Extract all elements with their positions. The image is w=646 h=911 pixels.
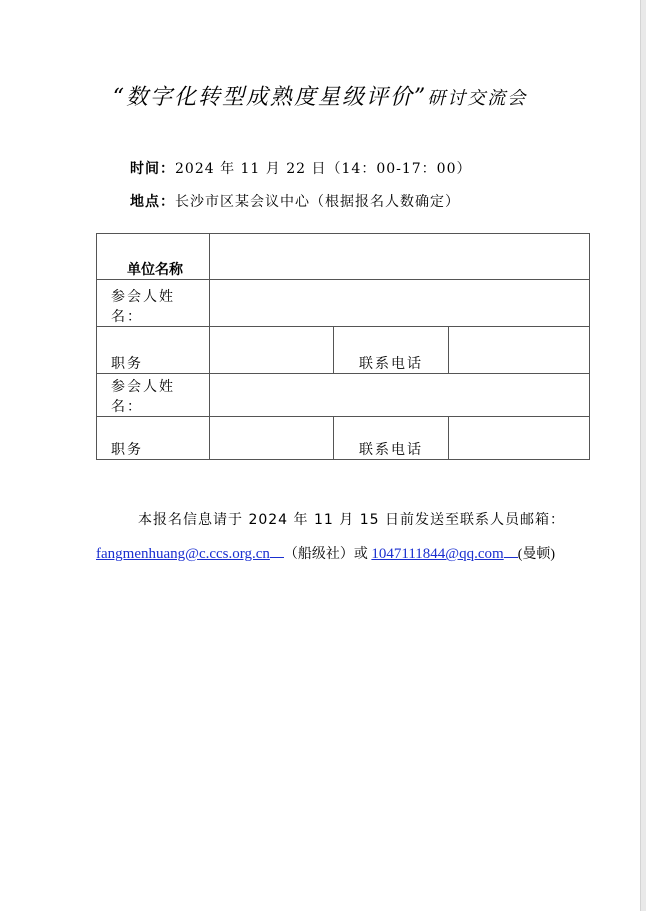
attendee-name-label: 参会人姓名： [97, 374, 210, 417]
location-value: 长沙市区某会议中心（根据报名人数确定） [175, 194, 460, 210]
email-link-1[interactable]: fangmenhuang@c.ccs.org.cn [96, 546, 270, 562]
contact-org-1: （船级社）或 [283, 547, 368, 562]
time-value: 2024 年 11 月 22 日（14：00-17：00） [175, 161, 472, 177]
table-row [97, 234, 590, 280]
phone-field[interactable] [449, 417, 590, 460]
registration-form-table [96, 233, 590, 460]
submission-note: 本报名信息请于 2024 年 11 月 15 日前发送至联系人员邮箱： [138, 512, 565, 528]
location-label: 地点： [130, 194, 175, 210]
table-row [97, 374, 590, 417]
link-underline-spacer [504, 545, 518, 558]
attendee-name-field[interactable] [210, 374, 590, 417]
position-label: 职务 [97, 417, 210, 460]
link-underline-spacer [270, 545, 284, 558]
phone-label: 联系电话 [334, 417, 449, 460]
time-line [130, 158, 472, 178]
table-row [97, 280, 590, 327]
title-main: “数字化转型成熟度星级评价” [112, 85, 428, 110]
table-row [97, 327, 590, 374]
position-field[interactable] [210, 327, 334, 374]
contact-line [96, 543, 555, 563]
attendee-name-label: 参会人姓名： [97, 280, 210, 327]
unit-name-field[interactable] [210, 234, 590, 280]
phone-field[interactable] [449, 327, 590, 374]
time-label: 时间： [130, 161, 175, 177]
position-field[interactable] [210, 417, 334, 460]
attendee-name-field[interactable] [210, 280, 590, 327]
title-sub: 研讨交流会 [427, 88, 528, 109]
table-row [97, 417, 590, 460]
document-title [0, 80, 640, 111]
location-line [130, 191, 460, 211]
phone-label: 联系电话 [334, 327, 449, 374]
position-label: 职务 [97, 327, 210, 374]
unit-name-label: 单位名称 [97, 234, 210, 280]
email-link-2[interactable]: 1047111844@qq.com [371, 546, 504, 562]
contact-person-2: (曼顿) [517, 547, 556, 562]
